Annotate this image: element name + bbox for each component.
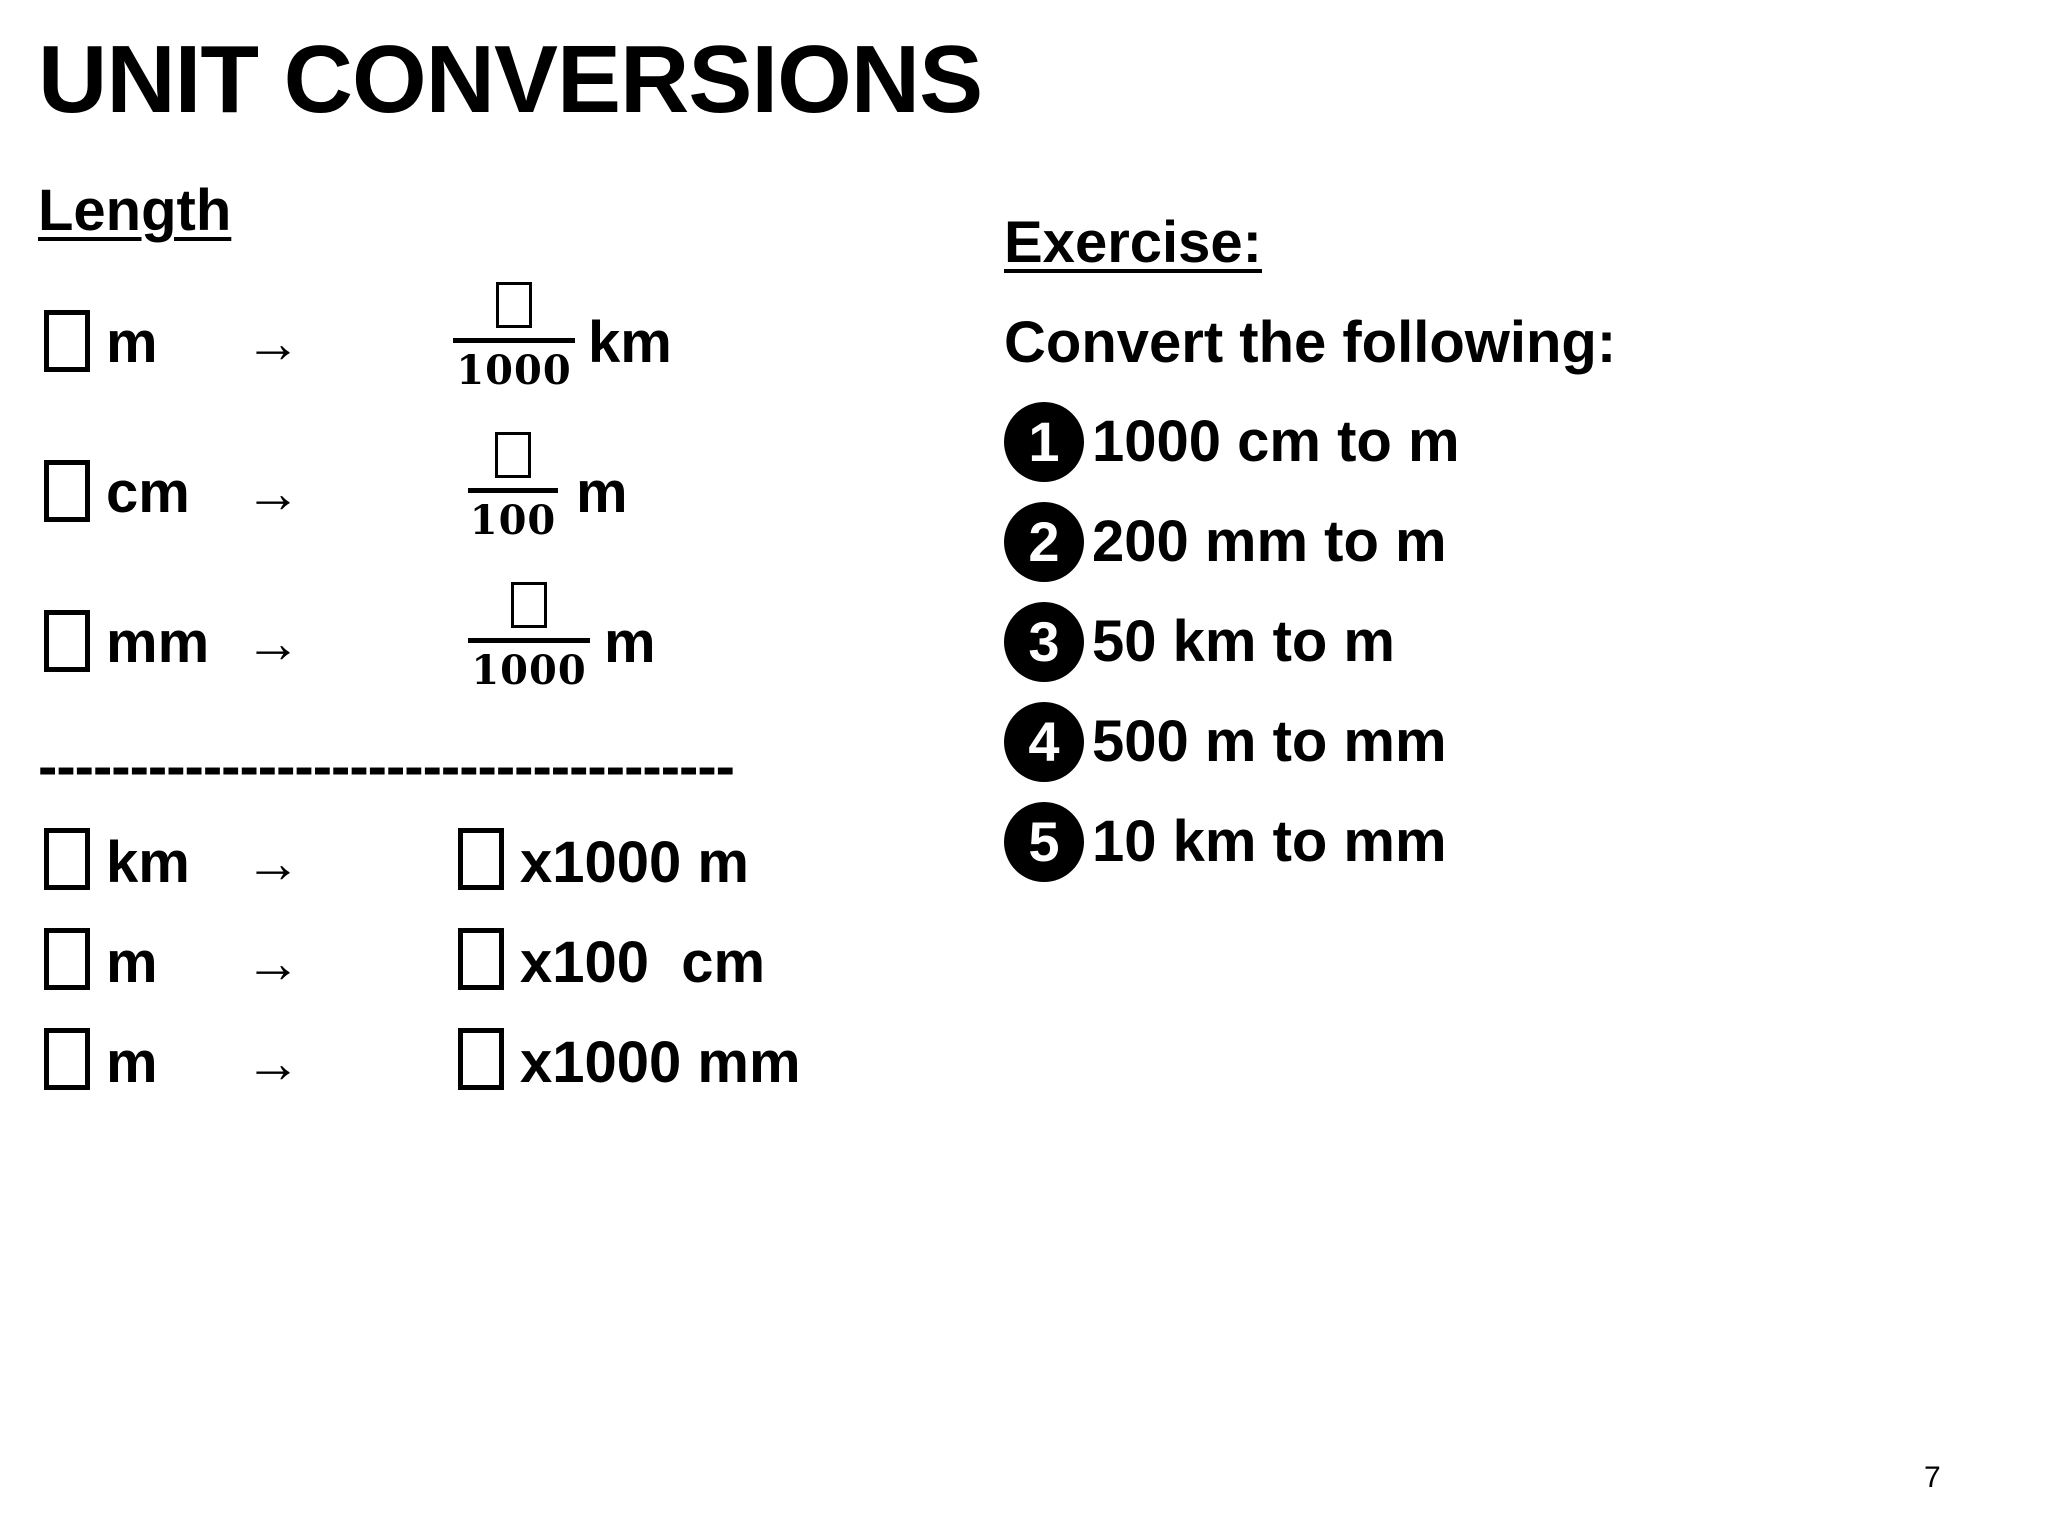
fraction — [468, 432, 558, 544]
denominator: 1000 — [456, 347, 572, 394]
from-unit: km — [106, 830, 190, 895]
fraction-bar — [468, 638, 590, 643]
exercise-text: 10 km to mm — [1092, 809, 1447, 874]
multiply-row — [0, 1022, 960, 1142]
denominator: 1000 — [471, 647, 587, 694]
to-unit: m — [604, 610, 656, 675]
exercise-instruction: Convert the following: — [1004, 310, 1617, 375]
number-badge: 3 — [1004, 602, 1084, 682]
arrow-icon: → — [245, 931, 301, 994]
divider: -------------------------------------- — [38, 738, 734, 796]
exercise-text: 1000 cm to m — [1092, 409, 1460, 474]
blank-box — [44, 610, 90, 672]
blank-box — [44, 1028, 90, 1090]
fraction — [453, 282, 575, 394]
blank-box — [458, 1028, 504, 1090]
from-unit: cm — [106, 460, 190, 525]
blank-box — [44, 928, 90, 990]
numerator-box — [495, 432, 531, 478]
number-badge: 4 — [1004, 702, 1084, 782]
denominator: 100 — [469, 497, 557, 544]
from-unit: m — [106, 1030, 158, 1095]
exercise-text: 50 km to m — [1092, 609, 1395, 674]
result: x1000 m — [520, 830, 749, 895]
result: x100 cm — [520, 930, 766, 995]
from-unit: m — [106, 310, 158, 375]
to-unit: m — [576, 460, 628, 525]
arrow-icon: → — [245, 461, 301, 524]
arrow-icon: → — [245, 611, 301, 674]
from-unit: mm — [106, 610, 210, 675]
fraction-bar — [468, 488, 558, 493]
arrow-icon: → — [245, 311, 301, 374]
blank-box — [458, 828, 504, 890]
fraction-bar — [453, 338, 575, 343]
number-badge: 5 — [1004, 802, 1084, 882]
fraction — [468, 582, 590, 694]
page-number: 7 — [1924, 1461, 1941, 1494]
exercise-item — [1004, 602, 1395, 682]
page-title: UNIT CONVERSIONS — [38, 26, 983, 133]
divide-row — [0, 440, 960, 560]
blank-box — [44, 460, 90, 522]
blank-box — [44, 310, 90, 372]
number-badge: 2 — [1004, 502, 1084, 582]
blank-box — [458, 928, 504, 990]
exercise-heading: Exercise: — [1004, 210, 1262, 275]
blank-box — [44, 828, 90, 890]
length-heading: Length — [38, 178, 232, 243]
result: x1000 mm — [520, 1030, 801, 1095]
exercise-item — [1004, 702, 1447, 782]
numerator-box — [496, 282, 532, 328]
to-unit: km — [588, 310, 672, 375]
divide-row — [0, 590, 960, 710]
number-badge: 1 — [1004, 402, 1084, 482]
from-unit: m — [106, 930, 158, 995]
numerator-box — [511, 582, 547, 628]
arrow-icon: → — [245, 1031, 301, 1094]
divide-row — [0, 290, 960, 410]
exercise-item — [1004, 402, 1460, 482]
exercise-text: 200 mm to m — [1092, 509, 1447, 574]
arrow-icon: → — [245, 831, 301, 894]
exercise-item — [1004, 502, 1447, 582]
exercise-item — [1004, 802, 1447, 882]
exercise-text: 500 m to mm — [1092, 709, 1447, 774]
